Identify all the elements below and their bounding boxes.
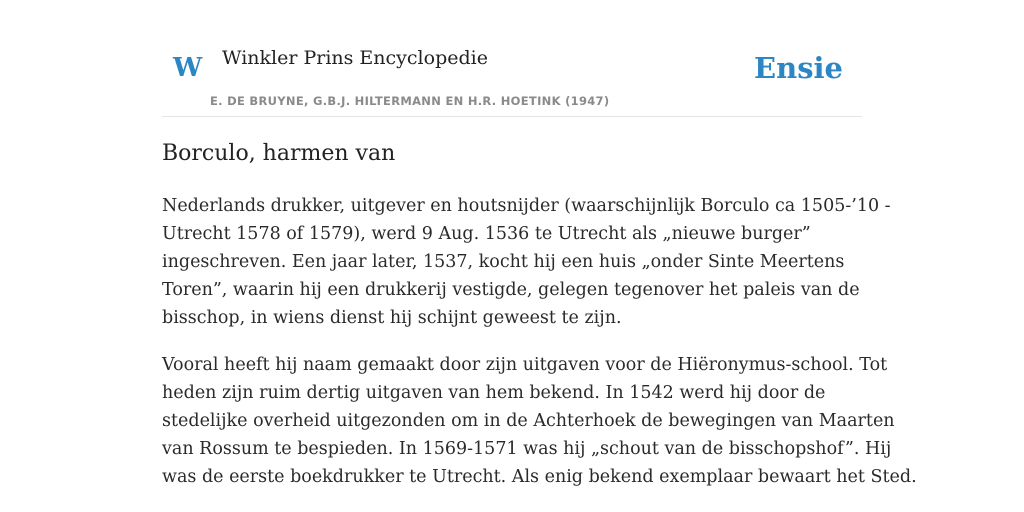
paragraph-line: was de eerste boekdrukker te Utrecht. Als enig bekend exemplaar bewaart het Sted. xyxy=(162,467,917,487)
paragraph-line: Utrecht 1578 of 1579), werd 9 Aug. 1536 te Utrecht als „nieuwe burger” xyxy=(162,224,811,244)
paragraph-line: van Rossum te bespieden. In 1569-1571 was hij „schout van de bisschopshof”. Hij xyxy=(162,439,892,459)
paragraph-line: bisschop, in wiens dienst hij schijnt geweest te zijn. xyxy=(162,308,622,328)
paragraph-line: Nederlands drukker, uitgever en houtsnijder (waarschijnlijk Borculo ca 1505-’10 - xyxy=(162,196,891,216)
paragraph-line: stedelijke overheid uitgezonden om in de Achterhoek de bewegingen van Maarten xyxy=(162,411,895,431)
header xyxy=(162,0,862,117)
paragraph-line: Vooral heeft hij naam gemaakt door zijn uitgaven voor de Hiëronymus-school. Tot xyxy=(162,355,888,375)
encyclopedia-title[interactable]: Winkler Prins Encyclopedie xyxy=(222,47,488,69)
ensie-brand-logo[interactable]: Ensie xyxy=(754,51,843,85)
article-title: Borculo, harmen van xyxy=(162,141,396,166)
article-paragraph-1 xyxy=(162,192,891,332)
article-paragraph-2 xyxy=(162,351,917,491)
paragraph-line: Toren”, waarin hij een drukkerij vestigde, gelegen tegenover het paleis van de xyxy=(162,280,860,300)
encyclopedia-logo[interactable]: W xyxy=(173,53,203,83)
encyclopedia-authors: E. DE BRUYNE, G.B.J. HILTERMANN EN H.R. HOETINK (1947) xyxy=(210,94,610,108)
paragraph-line: heden zijn ruim dertig uitgaven van hem bekend. In 1542 werd hij door de xyxy=(162,383,826,403)
paragraph-line: ingeschreven. Een jaar later, 1537, kocht hij een huis „onder Sinte Meertens xyxy=(162,252,845,272)
